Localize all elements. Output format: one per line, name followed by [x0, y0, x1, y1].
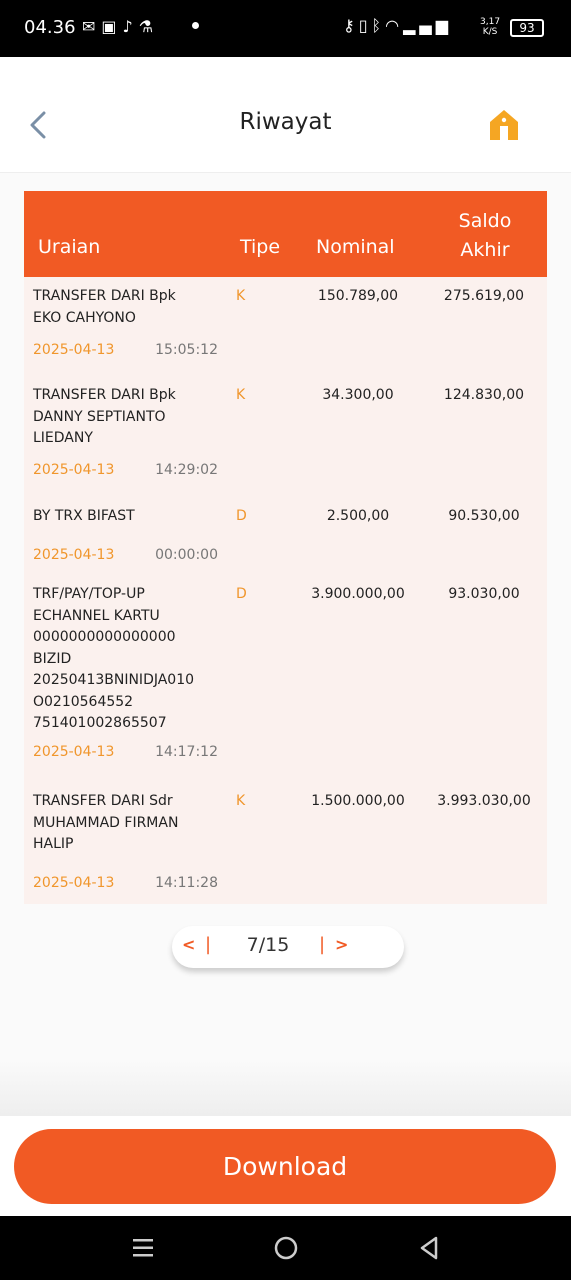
row-balance: 93.030,00 [448, 586, 520, 602]
row-time: 14:11:28 [155, 875, 218, 891]
row-time: 14:17:12 [155, 744, 218, 760]
home-circle-icon [271, 1234, 301, 1262]
row-type: K [236, 288, 246, 304]
footer [0, 1116, 571, 1216]
row-type: D [236, 586, 247, 602]
row-balance: 90.530,00 [448, 508, 520, 524]
transaction-table [24, 191, 547, 904]
row-type: K [236, 387, 246, 403]
row-type: K [236, 793, 246, 809]
bluetooth-icon: ᛒ [371, 16, 386, 35]
system-icons [343, 16, 452, 35]
net-speed-value: 3,17 [480, 17, 501, 27]
recents-icon [128, 1234, 158, 1262]
row-date: 2025-04-13 [33, 342, 115, 358]
home-nav-button[interactable] [271, 1234, 301, 1262]
row-date: 2025-04-13 [33, 547, 115, 563]
row-description: TRF/PAY/TOP-UP ECHANNEL KARTU 0000000000000000 BIZID 20250413BNINIDJA010 O0210564552 751401002865507 [33, 586, 195, 731]
row-description: TRANSFER DARI Bpk EKO CAHYONO [33, 288, 176, 326]
home-button[interactable] [487, 107, 521, 143]
signal-icon: ▂▄▆ [403, 16, 453, 35]
download-button[interactable]: Download [14, 1129, 556, 1204]
app-header [0, 57, 571, 173]
table-row[interactable] [24, 584, 547, 784]
notification-icons [82, 17, 159, 36]
table-row[interactable] [24, 385, 547, 495]
row-balance: 3.993.030,00 [437, 793, 531, 809]
row-nominal: 150.789,00 [317, 288, 399, 304]
back-triangle-icon [414, 1234, 444, 1262]
row-balance: 124.830,00 [443, 387, 525, 403]
page-title: Riwayat [239, 109, 332, 135]
row-nominal: 3.900.000,00 [311, 586, 405, 602]
mail-icon: ✉ [82, 17, 102, 36]
row-description: TRANSFER DARI Sdr MUHAMMAD FIRMAN HALIP [33, 793, 179, 852]
status-bar [0, 0, 571, 57]
net-speed [480, 17, 500, 37]
row-date: 2025-04-13 [33, 744, 115, 760]
content-fade [0, 1060, 571, 1116]
row-time: 15:05:12 [155, 342, 218, 358]
table-row[interactable] [24, 791, 547, 901]
battery-icon: 93 [510, 19, 544, 37]
pagination [172, 926, 404, 968]
column-header-saldo-akhir [447, 207, 523, 265]
tiktok-icon: ♪ [122, 17, 139, 36]
wifi-icon: ◠ [385, 16, 404, 35]
row-nominal: 1.500.000,00 [311, 793, 405, 809]
column-header-uraian: Uraian [38, 236, 101, 258]
page-indicator: 7/15 [246, 934, 290, 956]
row-time: 00:00:00 [155, 547, 218, 563]
back-nav-button[interactable] [414, 1234, 444, 1262]
row-balance: 275.619,00 [443, 288, 525, 304]
row-type: D [236, 508, 247, 524]
row-nominal: 34.300,00 [322, 387, 394, 403]
prev-page-button[interactable]: < [182, 935, 196, 954]
key-icon: ⚷ [343, 16, 359, 35]
row-description: BY TRX BIFAST [33, 508, 135, 524]
net-speed-unit: K/S [482, 27, 498, 37]
home-icon [487, 107, 521, 143]
row-date: 2025-04-13 [33, 462, 115, 478]
row-time: 14:29:02 [155, 462, 218, 478]
outlook-icon: ▣ [101, 17, 123, 36]
row-description: TRANSFER DARI Bpk DANNY SEPTIANTO LIEDANY [33, 387, 176, 446]
next-page-button[interactable]: > [335, 935, 349, 954]
notification-dot-icon [192, 22, 199, 29]
column-header-nominal: Nominal [316, 236, 395, 258]
pagination-separator: | [205, 934, 212, 955]
pagination-separator: | [319, 934, 326, 955]
table-row[interactable] [24, 286, 547, 376]
recents-button[interactable] [128, 1234, 158, 1262]
column-header-saldo-line2: Akhir [460, 239, 510, 261]
table-header [24, 191, 547, 277]
column-header-saldo-line1: Saldo [458, 210, 512, 232]
table-row[interactable] [24, 506, 547, 576]
row-nominal: 2.500,00 [326, 508, 390, 524]
flask-icon: ⚗ [138, 17, 160, 36]
column-header-tipe: Tipe [240, 236, 281, 258]
vibrate-icon: ▯ [358, 16, 372, 35]
system-nav-bar [0, 1216, 571, 1280]
status-time: 04.36 [24, 17, 76, 38]
row-date: 2025-04-13 [33, 875, 115, 891]
